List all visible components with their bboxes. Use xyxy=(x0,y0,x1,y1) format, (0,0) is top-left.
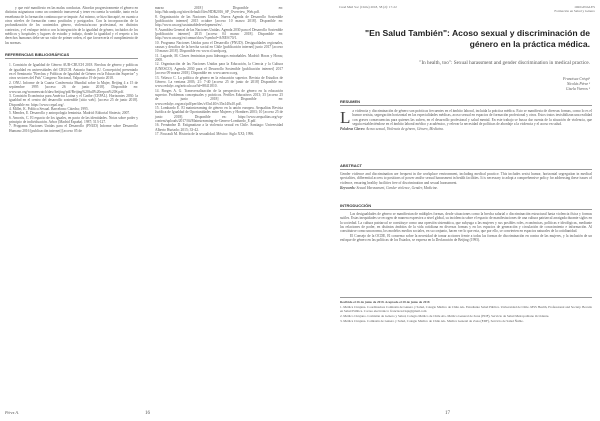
resumen-text: a violencia y discriminación de género son prácticas frecuentes en el ámbito laboral, incluida la práctica médica. Esto se manifiesta de diversas formas, como lo es el humor sexista, segregación horizontal en las especialidades médicas, acoso sexual en espacios de formación profesional y otros. Estos tratos invisibilizan una realidad con graves consecuencias para quienes las sufren, en el desarrollo profesional y salud mental. En este trabajo se busca dar cuenta de la situación de violencia, que seguía estableciéndose en el ámbito laboral médico y académico, y relevar la necesidad de políticas de abordaje a la violencia y el acoso en salud. xyxy=(352,109,592,127)
footnote-item: 1. Médica Cirujana. Coordinadora Comisión de Género y Salud, Colegio Médico de Chile AG. Estudiante Salud Pública. Universidad de Chile. MSS Health, Professional and Society. Becada en Salud Pública. Correo electrónico: franciscacrispi@gmail.com xyxy=(340,305,592,314)
reference-item: 12. Organización de las Naciones Unidas para la Educación, la Ciencia y la Cultura (UNESCO). Agenda 2030 para el Desarrollo Sostenible [publicación internet] 2017 [acceso 09 marzo 2018]. Disponible en: www.unesco.org. xyxy=(155,62,283,76)
intro-paragraph: Las desigualdades de género se manifiestan de múltiples formas, desde situaciones como la brecha salarial o discriminación estructural hasta violencia física y formas sutiles. Estas inequidades se recogen de manera expresiva a nivel global, su incidencia sobre el espacio de manifestaciones de una cultura patriarcal arraigada durante siglos en la sociedad. La cultura patriarcal se constituye como una opresión sistemática, que subyuga a las mujeres y sus posibles roles, económicas, políticas e ideológicas, mediante las relaciones de poder, en distintos ámbitos de la vida cotidiana en diversas formas y en los espacios de generación y circulación de conocimiento e información. Al constituirse como una norma, los modelos medios sociales, en su conjunto, hacen ver lo que esta, que por ello, se convierten en espacios naturales de la cotidianidad. xyxy=(340,212,592,234)
section-label xyxy=(554,5,595,13)
resumen-body xyxy=(340,109,592,132)
intro-paragraph: El Consejo de la OCDE, El consenso sobre la necesidad de tomar acciones frente a todas las formas de discriminación en contra de las mujeres, y la inclusión de un enfoque de género en las políticas de los Estados, se expresa en la Declaración de Beijing (1995). xyxy=(340,233,592,243)
left-column xyxy=(5,6,138,412)
author-name: Nicolás Pérez ² xyxy=(566,82,590,86)
drop-cap: L xyxy=(340,108,351,127)
reference-item: 10. Programa Naciones Unidas para el Desarrollo (PNUD). Desigualdades regionales, causas y desafíos de la brecha social en Chile [publicación internet] junio 2017 [acceso 10 marzo 2018]. Disponible en: www.cl.undp.org. xyxy=(155,40,283,54)
reference-item: 11. Lagarde, M. Claves feministas para liderazgos entrañables. Madrid: Horas y Horas; 2005. xyxy=(155,53,283,63)
keywords-label: Keywords xyxy=(340,186,355,191)
reference-item: 9. Asamblea General de las Naciones Unidas. Agenda 2030 para el Desarrollo Sostenible [publicación internet] 2015 [acceso 04 marzo 2018]. Disponible en: http://www.un.org/es/comun/docs/?symbol=A/RES/70/1. xyxy=(155,27,283,41)
page-number-right: 17 xyxy=(445,411,450,416)
keywords-values: Acoso sexual, Violencia de género, Género, Medicina. xyxy=(365,127,444,132)
section-subname: Formación en Salud y Género xyxy=(554,9,595,13)
closing-paragraph: y que esté manifiesto en las malas conductas. Abordar progresivamente el género en distintas asignaturas como un contenido transversal y tener en cuenta la variable, tanto en la enseñanza de la formación continua que se impute. Así mismo, se hizo hincapié, en cuanto a otros niveles de formación como postítulos y postgrados. Con la incorporación de la profundización de los contenidos género, violencia/acoso profesional, en distintos contextos, y el enfoque teórico con la integración de la igualdad de género, incluidos de los médicos y hospitales y lugares de estudio y trabajo, donde la igualdad y el respeto a los derechos humanos debe ser un valor de primer orden, el que favorecería el cumplimiento de las normas. xyxy=(5,6,138,45)
abstract-body xyxy=(340,172,592,190)
reference-item: 6. Amorós, C. El espacio de los iguales, en pacto de las identidades. Notas sobre poder y principio de individuación. Arbor (Madrid España). 1987; 513-127. xyxy=(9,115,138,124)
keywords-es: Palabras Claves: Acoso sexual, Violencia de género, Género, Medicina. xyxy=(340,127,444,132)
introduccion-body xyxy=(340,212,592,242)
reference-item: marzo 2018] Disponible en: http://hdr.undp.org/sites/default/files/HDR2016_SP_Overview_Web.pdf. xyxy=(155,6,283,15)
introduccion-heading: INTRODUCCIÓN xyxy=(340,203,592,210)
author-name: Francisca Crispi¹ xyxy=(563,77,590,81)
reference-item: 8. Organización de las Naciones Unidas. Nueva Agenda de Desarrollo Sostenible [publicación internet] 2015 octubre [acceso 10 marzo 2018]. Disponible en: http://www.un.org/sustainabledevelopment/es/. xyxy=(155,14,283,28)
reference-item: 7. Programa Naciones Unidas para el Desarrollo (PNUD) Informe sobre Desarrollo Humano 2016 [publicación internet] [acceso 05 de xyxy=(9,124,138,133)
reference-item: 5. Mendez, E. Desarrollo y antropología feminista. Madrid: Editorial Síntesis; 2007. xyxy=(9,111,131,116)
author-list xyxy=(470,77,590,92)
journal-citation: Cuad Méd Soc (Chile) 2018, 58 (2): 17-22 xyxy=(339,5,397,9)
article-title: "En Salud También": Acoso sexual y discriminación de género en la práctica médica. xyxy=(365,28,590,49)
reference-item: 14. Borges A. G. Transversalización de la perspectiva de género en la educación superior. Problemas conceptuales y prácticos. Perfiles Educativos 2013; 35 [acceso 25 de junio 2018] Disponible en: www.redalyc.org.mx/pdf/perfiles/v35n140/v35n140a10.pdf. xyxy=(155,88,283,106)
reference-item: 2. ONU. Informe de la Cuarta Conferencia Mundial sobre la Mujer, Beijing 4 a 15 de septiembre 1995 [acceso 26 de junio 2018]. Disponible en: www.un.org/womenwatch/daw/beijing/pdf/Beijing%20full%20report%20S.pdf. xyxy=(9,80,138,94)
right-page xyxy=(300,0,600,421)
reference-item: 1. Comisión de Igualdad de Género AUR-CRUCH 2018. Brechas de género y políticas de igualdad en universidades del CRUCH. Antonia Santos (U. Concepción) presentado en el Seminario "Brechas y Políticas de Igualdad de Género en la Educación Superior" y otros sectores del País" Congreso Nacional, Valparaíso 19 de junio 2018. xyxy=(9,63,138,81)
footer-author: Pérez A. xyxy=(5,410,19,415)
reference-item: 3. Comisión Económica para América Latina y el Caribe (CEPAL). Horizontes 2030: la igualdad en el centro del desarrollo sostenible [sitio web]. [acceso 25 de junio 2018]. Disponible en: https://www.cepal.org/. xyxy=(9,93,138,107)
reference-item: 16. Fernández D. Estigmatizar a la violencia sexual en Chile. Santiago: Universidad Alberto Hurtado; 2015; 33-42. xyxy=(155,123,283,132)
reference-item: 15. Lombardo E. El mainstreaming de género en la unión europea. Aequalitas Revista Jurídica de Igualdad de Oportunidades entre Mujeres y Hombres 2003; 10 [acceso 25 de junio 2018]. Disponible en: https://www.aequalitas.org/wp-content/uploads/2017/04/Mainstreaming-de-Genero-Lombardo_E.pdf. xyxy=(155,105,283,123)
section-name: ORIGINALES xyxy=(574,5,595,9)
page-number-left: 16 xyxy=(145,411,150,416)
received-date: Recibido el 26 de junio de 2018. Aceptado el 28 de junio de 2018 xyxy=(340,300,430,304)
reference-item: 13. Velasco C. La política de género en la educación superior. Revista de Estudios de Género. La ventana 2003; 21: 7-40 [acceso 25 de junio de 2018] Disponible en: www.redalyc.org/articulo.oa?id=88411810. xyxy=(155,75,283,89)
abstract-text: Gender violence and discrimination are frequent in the workplace environment, including medical practice. This includes sexist humor, horizontal segregation in medical specialties, differential access to positions of power and/or sexual harassment in health facilities. It is necessary to adopt a comprehensive policy for addressing these issues of violence, ensuring healthy facilities free of discrimination and sexual harassment. xyxy=(340,172,592,185)
keywords-values: Sexual Harassment, Gender violence, Gender, Medicine. xyxy=(356,186,439,191)
reference-item: 4. Millet, K. Política Sexual. Barcelona: Cátedra; 1995. xyxy=(9,106,89,111)
author-name: Gisela Viveros ³ xyxy=(565,87,590,91)
footnote-item: 2. Médico Cirujano. Comisión de Género y Salud, Colegio Médico de Chile AG. Médico General de Zona (EDF), Servicio de Salud Metropolitano Occidente. xyxy=(340,314,550,319)
footnote-item: 3. Médica Cirujana. Comisión de Género y Salud, Colegio Médico de Chile AG. Médica General de Zona (EDF), Servicio de Salud Ñuble. xyxy=(340,319,524,324)
keywords-label: Palabras Claves xyxy=(340,127,364,132)
reference-item: 17. Foucault M. Historia de la sexualidad. México: Siglo XXI; 1996. xyxy=(155,131,255,136)
references-heading: REFERENCIAS BIBLIOGRÁFICAS xyxy=(5,53,138,59)
footnotes xyxy=(340,297,592,324)
keywords-en: Keywords: Sexual Harassment, Gender violence, Gender, Medicine. xyxy=(340,186,439,191)
article-title-english: "In health, too": Sexual harassment and gender discrimination in medical practice. xyxy=(419,60,590,66)
right-column xyxy=(151,6,283,412)
resumen-heading: RESUMEN xyxy=(340,99,592,106)
abstract-heading: ABSTRACT xyxy=(340,163,592,170)
